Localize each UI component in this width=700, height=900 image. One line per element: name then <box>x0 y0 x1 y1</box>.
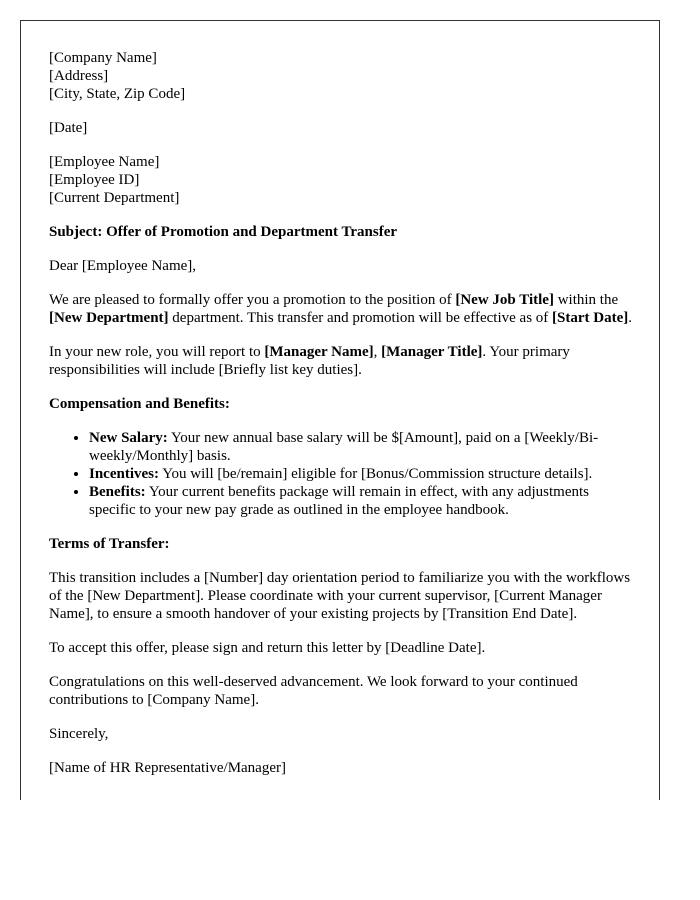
city-state-zip: [City, State, Zip Code] <box>49 86 186 102</box>
terms-heading: Terms of Transfer: <box>49 536 170 552</box>
congrats-paragraph: Congratulations on this well-deserved advancement. We look forward to your continued contributions to [Company Name]. <box>49 674 578 708</box>
letter-body <box>49 49 639 777</box>
list-item: • New Salary: Your new annual base salary will be $[Amount], paid on a [Weekly/Bi-weekly/Monthly] basis. <box>89 429 639 465</box>
role-paragraph: In your new role, you will report to [Manager Name], [Manager Title]. Your primary responsibilities will include [Briefly list key duties]. <box>49 344 570 378</box>
recipient-block <box>49 153 639 207</box>
closing: Sincerely, <box>49 726 109 742</box>
address-line: [Address] <box>49 68 109 84</box>
employee-id: [Employee ID] <box>49 172 140 188</box>
salutation: Dear [Employee Name], <box>49 258 197 274</box>
compensation-heading: Compensation and Benefits: <box>49 396 230 412</box>
sender-address <box>49 49 639 103</box>
benefits-list <box>49 429 639 519</box>
new-department: [New Department] <box>49 310 169 326</box>
manager-title: [Manager Title] <box>381 344 483 360</box>
offer-paragraph: We are pleased to formally offer you a promotion to the position of [New Job Title] within the [New Department] department. This transfer and promotion will be effective as of [Start Date]. <box>49 292 633 326</box>
subject-line: Subject: Offer of Promotion and Department Transfer <box>49 224 398 240</box>
accept-paragraph: To accept this offer, please sign and return this letter by [Deadline Date]. <box>49 640 486 656</box>
current-department: [Current Department] <box>49 190 180 206</box>
list-item: • Incentives: You will [be/remain] eligible for [Bonus/Commission structure details]. <box>89 465 639 483</box>
letter-page <box>20 20 660 800</box>
terms-paragraph: This transition includes a [Number] day orientation period to familiarize you with the workflows of the [New Department]. Please coordinate with your current supervisor, [Current Manager Name], to ensure a smooth handover of your existing projects by [Transition End Date]. <box>49 570 631 622</box>
employee-name: [Employee Name] <box>49 154 160 170</box>
start-date: [Start Date] <box>552 310 629 326</box>
signer-name: [Name of HR Representative/Manager] <box>49 760 286 776</box>
list-item: • Benefits: Your current benefits package will remain in effect, with any adjustments specific to your new pay grade as outlined in the employee handbook. <box>89 483 639 519</box>
company-name: [Company Name] <box>49 50 157 66</box>
new-job-title: [New Job Title] <box>455 292 554 308</box>
letter-date: [Date] <box>49 120 88 136</box>
manager-name: [Manager Name] <box>264 344 374 360</box>
